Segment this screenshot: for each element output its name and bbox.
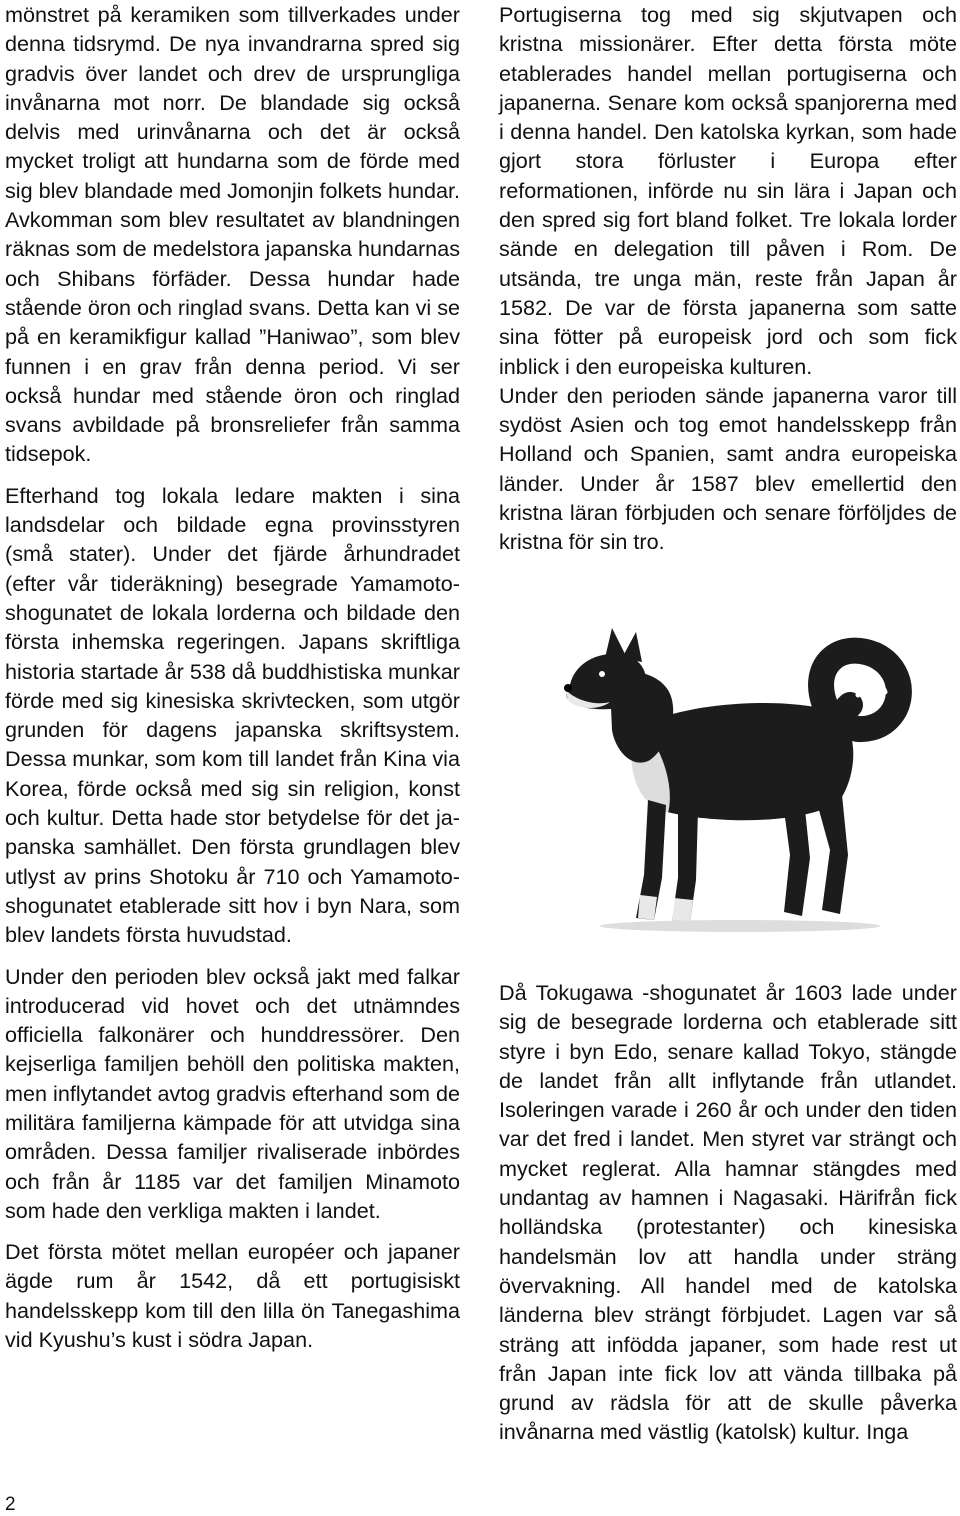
left-column xyxy=(5,0,460,1354)
shiba-dog-illustration xyxy=(540,610,940,940)
paragraph-yamamoto: Efterhand tog lokala ledare makten i sina landsdelar och bildade egna provinsstyren (små stater). Under det fjärde århundradet (efter vår tideräkning) besegrade Yamamoto-shogunatet de lokala lorderna och bildade den första inhemska regeringen. Japans skriftliga historia startade år 538 då buddhistiska munkar förde med sig kinesiska skrivtecken, som utgör grunden för dagens japanska skriftsystem. Dessa munkar, som kom till landet från Kina via Korea, förde också med sig sin religion, konst och kultur. Detta hade stor betydelse för det japanska samhället. Den första grundlagen blev utlyst av prins Shotoku år 710 och Yamamoto-shogunatet etablerade sitt hov i byn Nara, som blev landets första huvudstad. xyxy=(5,482,460,948)
right-column-top xyxy=(499,0,957,557)
page-number: 2 xyxy=(5,1494,16,1515)
paragraph-portuguese: Portugiserna tog med sig skjutvapen och kristna missionärer. Efter detta första möte etablerades handel mellan portugiserna och japanerna. Senare kom också spanjorerna med i denna handel. Den katolska kyrkan, som hade gjort stora förluster i Europa efter reformationen, införde nu sin lära i Japan och den spred sig fort bland folket. Tre lokala lorder sände en delegation till påven i Rom. De utsända, tre unga män, reste från Japan år 1582. De var de första japanerna som satte sina fötter på europeisk jord och som fick inblick i den europeiska kulturen. xyxy=(499,2,957,379)
paragraph-first-contact: Det första mötet mellan européer och japaner ägde rum år 1542, då ett portugisiskt handelsskepp kom till den lilla ön Tanegashima vid Kyushu’s kust i södra Japan. xyxy=(5,1239,460,1353)
paragraph-trade: Under den perioden sände japanerna varor till sydöst Asien och tog emot handelsskepp från Holland och Spanien, samt andra europeiska länder. Under år 1587 blev emellertid den kristna läran förbjuden och senare förföljdes de kristna för sin tro. xyxy=(499,382,957,555)
right-column-bottom xyxy=(499,978,957,1447)
paragraph-tokugawa: Då Tokugawa -shogunatet år 1603 lade under sig de besegrade lorderna och etablerade sitt styre i byn Edo, senare kallad Tokyo, stängde de landet från allt inflytande från utlandet. Isoleringen varade i 260 år och under den tiden var det fred i landet. Men styret var strängt och mycket reglerat. Alla hamnar stängdes med undantag av hamnen i Nagasaki. Härifrån fick holländska (protestanter) och kinesiska handelsmän lov att handla under sträng övervakning. All handel med de katolska länderna blev strängt förbjudet. Lagen var så sträng att infödda japaner, som hade rest ut från Japan inte fick lov att vända tillbaka på grund av rädsla för att de skulle påverka invånarna med västlig (katolsk) kultur. Inga xyxy=(499,980,957,1445)
paragraph-falconry: Under den perioden blev också jakt med falkar introducerad vid hovet och det utnämndes officiella falkonärer och hunddressörer. Den kejserliga familjen behöll den politiska makten, men inflytandet avtog gradvis efterhand som de militära familjerna kämpade för att utvidga sina områden. Dessa familjer rivaliserade inbördes och från år 1185 var det familjen Minamoto som hade den verkliga makten i landet. xyxy=(5,963,460,1223)
paragraph-haniwa: mönstret på keramiken som tillverkades under denna tidsrymd. De nya invandrarna spred sig gradvis över landet och drev de ursprungliga invånarna mot norr. De blandade sig också delvis med urinvånarna och det är också mycket troligt att hundarna som de förde med sig blev blandade med Jomonjin folkets hundar. Avkomman som blev resultatet av blandningen räknas som de medelstora japanska hundarnas och Shibans förfäder. Dessa hundar hade stående öron och ringlad svans. Detta kan vi se på en keramikfigur kallad ”Haniwao”, som blev funnen i en grav från denna period. Vi ser också hundar med stående öron och ringlad svans avbildade på bronsreliefer från samma tidsepok. xyxy=(5,2,460,467)
shiba-dog-icon xyxy=(540,610,940,940)
